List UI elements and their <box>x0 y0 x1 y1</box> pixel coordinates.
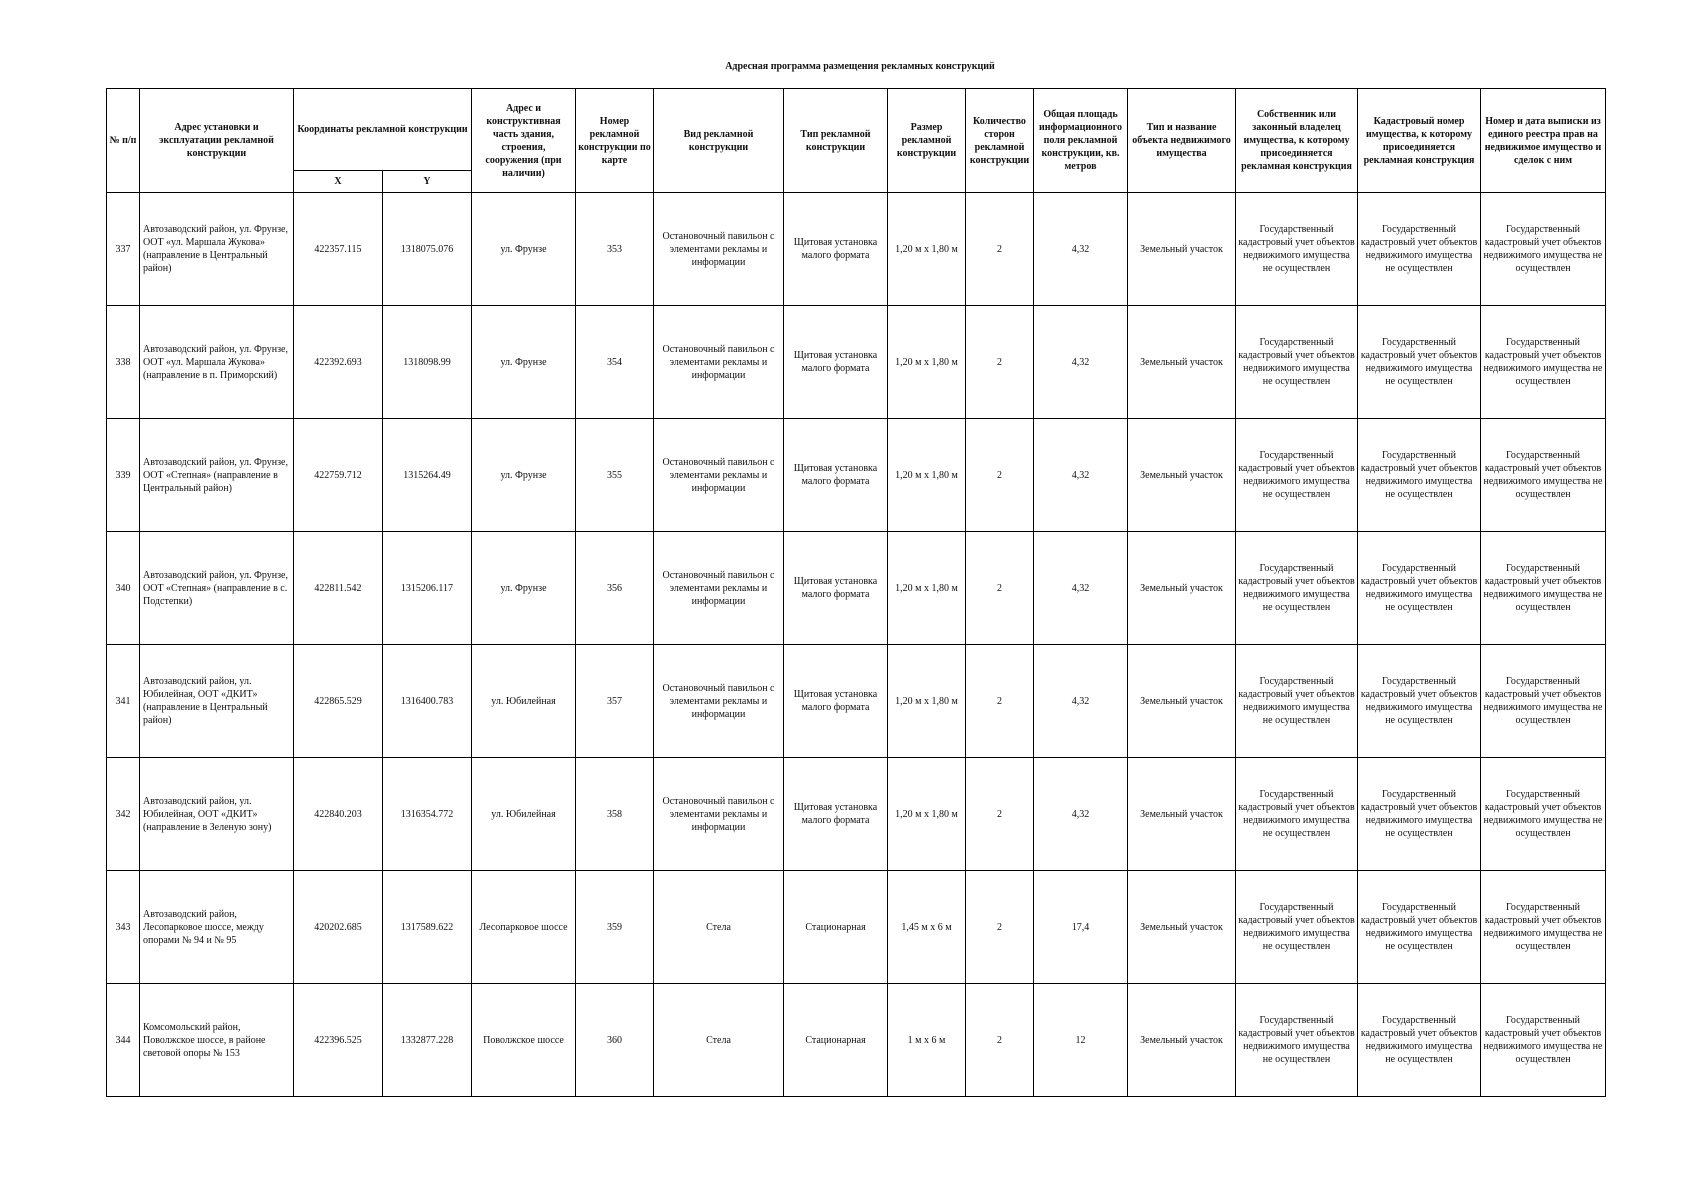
cell-sides: 2 <box>966 871 1034 984</box>
cell-kind: Остановочный павильон с элементами рекламы и информации <box>654 758 784 871</box>
cell-type: Щитовая установка малого формата <box>784 306 888 419</box>
cell-property: Земельный участок <box>1128 758 1236 871</box>
cell-building: ул. Фрунзе <box>472 532 576 645</box>
cell-type: Стационарная <box>784 871 888 984</box>
cell-area: 4,32 <box>1034 758 1128 871</box>
cell-building: Поволжское шоссе <box>472 984 576 1097</box>
cell-type: Щитовая установка малого формата <box>784 419 888 532</box>
cell-cadastral: Государственный кадастровый учет объектов недвижимого имущества не осуществлен <box>1358 645 1481 758</box>
cell-registry: Государственный кадастровый учет объектов недвижимого имущества не осуществлен <box>1481 419 1606 532</box>
cell-map-number: 360 <box>576 984 654 1097</box>
cell-y: 1318098.99 <box>383 306 472 419</box>
cell-property: Земельный участок <box>1128 645 1236 758</box>
cell-area: 4,32 <box>1034 645 1128 758</box>
cell-x: 422357.115 <box>294 193 383 306</box>
cell-kind: Остановочный павильон с элементами рекламы и информации <box>654 419 784 532</box>
cell-address: Автозаводский район, ул. Фрунзе, ООТ «ул. Маршала Жукова» (направление в п. Приморский) <box>140 306 294 419</box>
cell-size: 1,20 м х 1,80 м <box>888 645 966 758</box>
cell-registry: Государственный кадастровый учет объектов недвижимого имущества не осуществлен <box>1481 645 1606 758</box>
header-sides: Количество сторон рекламной конструкции <box>966 89 1034 193</box>
header-map-number: Номер рекламной конструкции по карте <box>576 89 654 193</box>
cell-cadastral: Государственный кадастровый учет объектов недвижимого имущества не осуществлен <box>1358 758 1481 871</box>
cell-x: 420202.685 <box>294 871 383 984</box>
table-row <box>107 193 1606 306</box>
cell-owner: Государственный кадастровый учет объектов недвижимого имущества не осуществлен <box>1236 419 1358 532</box>
cell-y: 1318075.076 <box>383 193 472 306</box>
header-building: Адрес и конструктивная часть здания, строения, сооружения (при наличии) <box>472 89 576 193</box>
cell-address: Автозаводский район, ул. Юбилейная, ООТ «ДКИТ» (направление в Центральный район) <box>140 645 294 758</box>
cell-sides: 2 <box>966 532 1034 645</box>
cell-num: 344 <box>107 984 140 1097</box>
cell-owner: Государственный кадастровый учет объектов недвижимого имущества не осуществлен <box>1236 306 1358 419</box>
cell-y: 1316400.783 <box>383 645 472 758</box>
cell-sides: 2 <box>966 193 1034 306</box>
cell-building: ул. Фрунзе <box>472 306 576 419</box>
cell-property: Земельный участок <box>1128 306 1236 419</box>
table-row <box>107 419 1606 532</box>
cell-owner: Государственный кадастровый учет объектов недвижимого имущества не осуществлен <box>1236 758 1358 871</box>
cell-type: Щитовая установка малого формата <box>784 532 888 645</box>
cell-cadastral: Государственный кадастровый учет объектов недвижимого имущества не осуществлен <box>1358 419 1481 532</box>
cell-address: Автозаводский район, ул. Юбилейная, ООТ «ДКИТ» (направление в Зеленую зону) <box>140 758 294 871</box>
cell-registry: Государственный кадастровый учет объектов недвижимого имущества не осуществлен <box>1481 984 1606 1097</box>
header-type: Тип рекламной конструкции <box>784 89 888 193</box>
cell-kind: Стела <box>654 984 784 1097</box>
cell-size: 1,20 м х 1,80 м <box>888 193 966 306</box>
cell-building: ул. Юбилейная <box>472 758 576 871</box>
cell-y: 1316354.772 <box>383 758 472 871</box>
cell-address: Комсомольский район, Поволжское шоссе, в районе световой опоры № 153 <box>140 984 294 1097</box>
header-num: № п/п <box>107 89 140 193</box>
cell-x: 422811.542 <box>294 532 383 645</box>
table-row <box>107 984 1606 1097</box>
cell-type: Стационарная <box>784 984 888 1097</box>
cell-area: 12 <box>1034 984 1128 1097</box>
cell-map-number: 358 <box>576 758 654 871</box>
cell-address: Автозаводский район, Лесопарковое шоссе, между опорами № 94 и № 95 <box>140 871 294 984</box>
cell-property: Земельный участок <box>1128 984 1236 1097</box>
header-y: Y <box>383 171 472 193</box>
cell-owner: Государственный кадастровый учет объектов недвижимого имущества не осуществлен <box>1236 871 1358 984</box>
cell-type: Щитовая установка малого формата <box>784 645 888 758</box>
cell-building: ул. Фрунзе <box>472 193 576 306</box>
cell-size: 1 м х 6 м <box>888 984 966 1097</box>
cell-map-number: 355 <box>576 419 654 532</box>
header-kind: Вид рекламной конструкции <box>654 89 784 193</box>
cell-map-number: 357 <box>576 645 654 758</box>
cell-kind: Остановочный павильон с элементами рекламы и информации <box>654 532 784 645</box>
cell-cadastral: Государственный кадастровый учет объектов недвижимого имущества не осуществлен <box>1358 532 1481 645</box>
cell-property: Земельный участок <box>1128 532 1236 645</box>
cell-cadastral: Государственный кадастровый учет объектов недвижимого имущества не осуществлен <box>1358 984 1481 1097</box>
register-table <box>106 88 1606 1097</box>
table-row <box>107 871 1606 984</box>
cell-num: 337 <box>107 193 140 306</box>
cell-map-number: 359 <box>576 871 654 984</box>
header-area: Общая площадь информационного поля рекламной конструкции, кв. метров <box>1034 89 1128 193</box>
cell-size: 1,45 м х 6 м <box>888 871 966 984</box>
cell-num: 339 <box>107 419 140 532</box>
cell-address: Автозаводский район, ул. Фрунзе, ООТ «Степная» (направление в Центральный район) <box>140 419 294 532</box>
table-row <box>107 532 1606 645</box>
cell-y: 1317589.622 <box>383 871 472 984</box>
cell-registry: Государственный кадастровый учет объектов недвижимого имущества не осуществлен <box>1481 532 1606 645</box>
cell-x: 422392.693 <box>294 306 383 419</box>
cell-kind: Остановочный павильон с элементами рекламы и информации <box>654 306 784 419</box>
cell-sides: 2 <box>966 758 1034 871</box>
cell-num: 342 <box>107 758 140 871</box>
header-cadastral: Кадастровый номер имущества, к которому присоединяется рекламная конструкция <box>1358 89 1481 193</box>
cell-owner: Государственный кадастровый учет объектов недвижимого имущества не осуществлен <box>1236 532 1358 645</box>
cell-num: 341 <box>107 645 140 758</box>
cell-sides: 2 <box>966 419 1034 532</box>
cell-x: 422840.203 <box>294 758 383 871</box>
cell-y: 1315264.49 <box>383 419 472 532</box>
cell-x: 422865.529 <box>294 645 383 758</box>
table-row <box>107 645 1606 758</box>
cell-map-number: 354 <box>576 306 654 419</box>
header-registry: Номер и дата выписки из единого реестра прав на недвижимое имущество и сделок с ним <box>1481 89 1606 193</box>
cell-property: Земельный участок <box>1128 871 1236 984</box>
cell-size: 1,20 м х 1,80 м <box>888 532 966 645</box>
cell-address: Автозаводский район, ул. Фрунзе, ООТ «Степная» (направление в с. Подстепки) <box>140 532 294 645</box>
cell-property: Земельный участок <box>1128 193 1236 306</box>
cell-registry: Государственный кадастровый учет объектов недвижимого имущества не осуществлен <box>1481 193 1606 306</box>
cell-area: 4,32 <box>1034 306 1128 419</box>
header-x: X <box>294 171 383 193</box>
cell-area: 4,32 <box>1034 419 1128 532</box>
cell-size: 1,20 м х 1,80 м <box>888 419 966 532</box>
header-size: Размер рекламной конструкции <box>888 89 966 193</box>
cell-map-number: 353 <box>576 193 654 306</box>
cell-sides: 2 <box>966 645 1034 758</box>
cell-registry: Государственный кадастровый учет объектов недвижимого имущества не осуществлен <box>1481 758 1606 871</box>
cell-map-number: 356 <box>576 532 654 645</box>
cell-y: 1315206.117 <box>383 532 472 645</box>
cell-num: 340 <box>107 532 140 645</box>
cell-area: 17,4 <box>1034 871 1128 984</box>
cell-building: ул. Фрунзе <box>472 419 576 532</box>
cell-area: 4,32 <box>1034 193 1128 306</box>
cell-type: Щитовая установка малого формата <box>784 758 888 871</box>
header-address: Адрес установки и эксплуатации рекламной конструкции <box>140 89 294 193</box>
table-row <box>107 306 1606 419</box>
cell-kind: Остановочный павильон с элементами рекламы и информации <box>654 193 784 306</box>
cell-type: Щитовая установка малого формата <box>784 193 888 306</box>
cell-cadastral: Государственный кадастровый учет объектов недвижимого имущества не осуществлен <box>1358 193 1481 306</box>
cell-owner: Государственный кадастровый учет объектов недвижимого имущества не осуществлен <box>1236 193 1358 306</box>
cell-cadastral: Государственный кадастровый учет объектов недвижимого имущества не осуществлен <box>1358 871 1481 984</box>
cell-building: Лесопарковое шоссе <box>472 871 576 984</box>
header-property: Тип и название объекта недвижимого имущества <box>1128 89 1236 193</box>
cell-owner: Государственный кадастровый учет объектов недвижимого имущества не осуществлен <box>1236 984 1358 1097</box>
cell-registry: Государственный кадастровый учет объектов недвижимого имущества не осуществлен <box>1481 306 1606 419</box>
cell-registry: Государственный кадастровый учет объектов недвижимого имущества не осуществлен <box>1481 871 1606 984</box>
cell-num: 338 <box>107 306 140 419</box>
cell-address: Автозаводский район, ул. Фрунзе, ООТ «ул. Маршала Жукова» (направление в Центральный район) <box>140 193 294 306</box>
header-owner: Собственник или законный владелец имущества, к которому присоединяется рекламная конструкция <box>1236 89 1358 193</box>
header-coords: Координаты рекламной конструкции <box>294 89 472 171</box>
cell-owner: Государственный кадастровый учет объектов недвижимого имущества не осуществлен <box>1236 645 1358 758</box>
cell-x: 422759.712 <box>294 419 383 532</box>
cell-y: 1332877.228 <box>383 984 472 1097</box>
cell-kind: Остановочный павильон с элементами рекламы и информации <box>654 645 784 758</box>
cell-sides: 2 <box>966 306 1034 419</box>
cell-size: 1,20 м х 1,80 м <box>888 306 966 419</box>
cell-building: ул. Юбилейная <box>472 645 576 758</box>
cell-property: Земельный участок <box>1128 419 1236 532</box>
cell-area: 4,32 <box>1034 532 1128 645</box>
cell-cadastral: Государственный кадастровый учет объектов недвижимого имущества не осуществлен <box>1358 306 1481 419</box>
cell-kind: Стела <box>654 871 784 984</box>
table-row <box>107 758 1606 871</box>
cell-num: 343 <box>107 871 140 984</box>
cell-x: 422396.525 <box>294 984 383 1097</box>
page-title: Адресная программа размещения рекламных конструкций <box>725 61 995 72</box>
cell-size: 1,20 м х 1,80 м <box>888 758 966 871</box>
cell-sides: 2 <box>966 984 1034 1097</box>
